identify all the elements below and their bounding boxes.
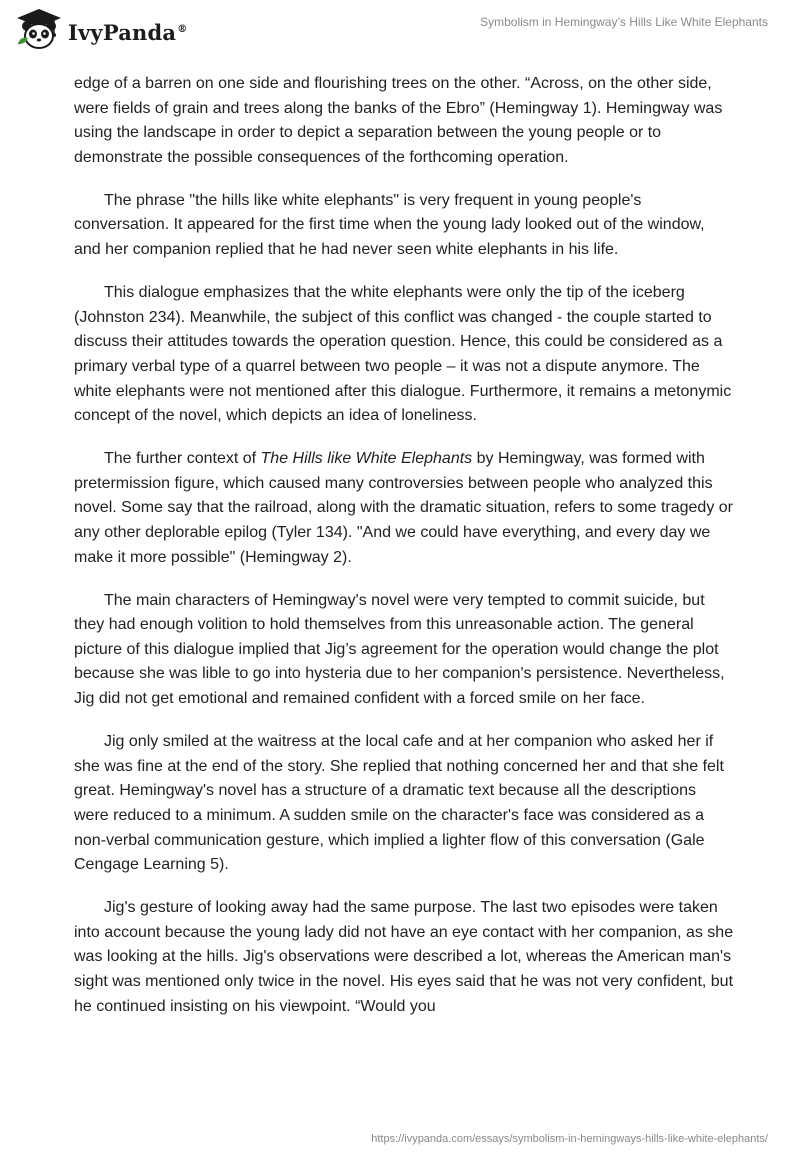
brand-name: IvyPanda® bbox=[68, 19, 188, 45]
essay-paragraph: This dialogue emphasizes that the white elephants were only the tip of the iceberg (Johnston 234). Meanwhile, the subject of this conflict was changed - the couple started to discuss their attitudes towards the operation question. Hence, this could be considered as a primary verbal type of a quarrel between two people – it was not a dispute anymore. The white elephants were not mentioned after this dialogue. Furthermore, it remains a metonymic concept of the novel, which depicts an idea of loneliness. bbox=[74, 284, 732, 425]
source-url[interactable]: https://ivypanda.com/essays/symbolism-in-hemingways-hills-like-white-elephants/ bbox=[371, 1133, 768, 1145]
essay-paragraph: Jig only smiled at the waitress at the local cafe and at her companion who asked her if she was fine at the end of the story. She replied that nothing concerned her and that she felt great. Hemingway's novel has a structure of a dramatic text because all the descriptions were reduced to a minimum. A sudden smile on the character's face was considered as a non-verbal communication gesture, which implied a lighter flow of this conversation (Gale Cengage Learning 5). bbox=[74, 733, 724, 874]
panda-graduation-cap-icon bbox=[14, 8, 64, 52]
paragraph-text: The further context of bbox=[104, 450, 261, 468]
essay-paragraph: The main characters of Hemingway's novel were very tempted to commit suicide, but they had enough volition to hold themselves from this unreasonable action. The general picture of this dialogue implied that Jig’s agreement for the operation would change the plot because she was lible to go into hysteria due to her companion's persistence. Nevertheless, Jig did not get emotional and remained confident with a forced smile on her face. bbox=[74, 591, 725, 708]
book-title-italic: The Hills like White Elephants bbox=[260, 450, 473, 468]
essay-body bbox=[74, 72, 734, 1038]
page-header bbox=[0, 0, 800, 70]
essay-paragraph: Jig's gesture of looking away had the same purpose. The last two episodes were taken into account because the young lady did not have an eye contact with her companion, as she was looking at the hills. Jig's observations were described a lot, whereas the American man's sight was mentioned only twice in the novel. His eyes said that he was not very confident, but he continued insisting on his viewpoint. “Would you bbox=[74, 899, 734, 1015]
essay-paragraph: edge of a barren on one side and flourishing trees on the other. “Across, on the other side, were fields of grain and trees along the banks of the Ebro” (Hemingway 1). Hemingway was using the landscape in order to depict a separation between the young people or to demonstrate the possible consequences of the forthcoming operation. bbox=[74, 75, 723, 166]
paragraph-text: by Hemingway, was formed with pretermission figure, which caused many controversies between people who analyzed this novel. Some say that the railroad, along with the dramatic situation, refers to some tragedy or any other deplorable epilog (Tyler 134). "And we could have everything, and every day we make it more possible" (Hemingway 2). bbox=[74, 450, 733, 566]
ivypanda-logo[interactable] bbox=[14, 8, 187, 52]
registered-mark: ® bbox=[177, 23, 188, 35]
essay-paragraph: The phrase "the hills like white elephants" is very frequent in young people's conversation. It appeared for the first time when the young lady looked out of the window, and her companion replied that he had never seen white elephants in his life. bbox=[74, 191, 705, 259]
document-title: Symbolism in Hemingway’s Hills Like White Elephants bbox=[480, 15, 768, 29]
essay-paragraph bbox=[74, 447, 734, 570]
